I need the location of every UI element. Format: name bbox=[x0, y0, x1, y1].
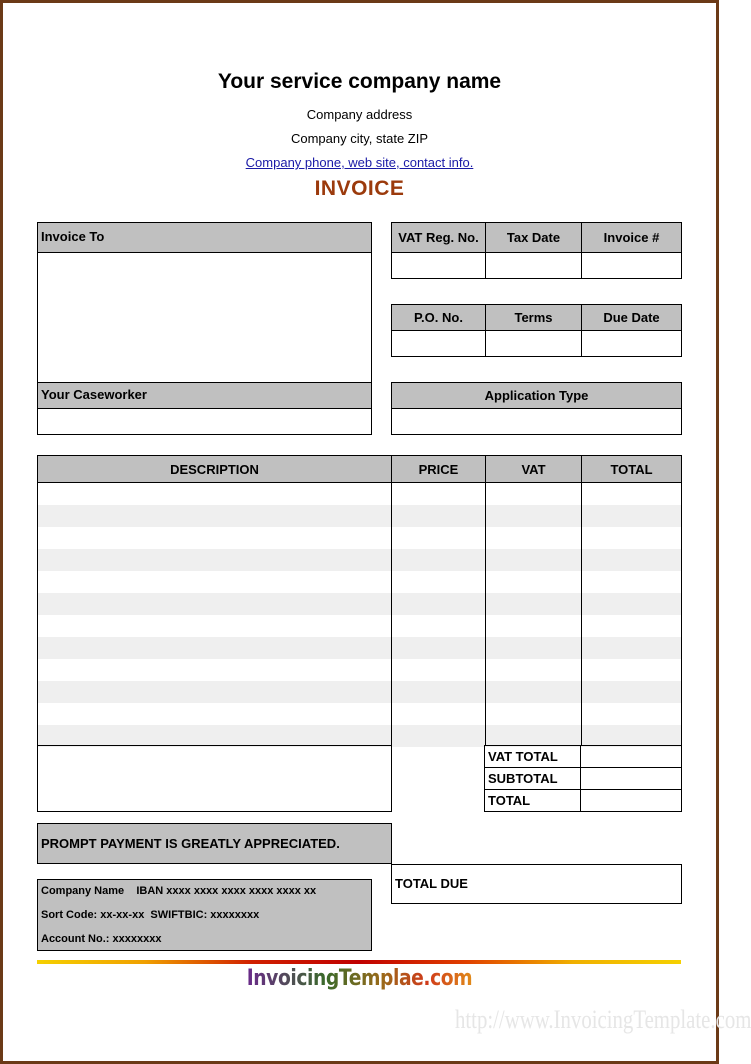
info-table-1 bbox=[391, 222, 682, 279]
application-type-label: Application Type bbox=[392, 383, 681, 409]
price-header: PRICE bbox=[418, 462, 459, 477]
info-table-2 bbox=[391, 304, 682, 357]
invoice-to-field[interactable] bbox=[38, 253, 371, 383]
application-type-field[interactable] bbox=[392, 409, 681, 434]
items-table bbox=[37, 455, 682, 746]
bank-line-sort-code: Sort Code: xx-xx-xx SWIFTBIC: xxxxxxxx bbox=[41, 909, 260, 921]
footer-divider bbox=[37, 960, 681, 964]
total-value[interactable] bbox=[581, 790, 681, 811]
logo-text: InvoicingTemplae.com bbox=[246, 966, 473, 991]
caseworker-field[interactable] bbox=[38, 409, 371, 434]
invoice-number-header: Invoice # bbox=[603, 230, 660, 245]
bank-details bbox=[37, 879, 372, 951]
notes-box[interactable] bbox=[37, 745, 392, 812]
subtotal-value[interactable] bbox=[581, 768, 681, 790]
total-label: TOTAL bbox=[488, 793, 531, 808]
vat-header: VAT bbox=[521, 462, 546, 477]
company-name: Your service company name bbox=[217, 70, 502, 93]
company-city: Company city, state ZIP bbox=[290, 131, 429, 146]
due-date-header: Due Date bbox=[603, 310, 660, 325]
bank-line-iban: Company Name IBAN xxxx xxxx xxxx xxxx xxxx xx bbox=[41, 885, 317, 897]
bank-line-account: Account No.: xxxxxxxx bbox=[41, 933, 162, 945]
po-no-header: P.O. No. bbox=[414, 310, 463, 325]
caseworker-label: Your Caseworker bbox=[38, 383, 371, 409]
invoice-title: INVOICE bbox=[314, 177, 405, 200]
subtotal-label: SUBTOTAL bbox=[485, 768, 581, 790]
vat-total-value[interactable] bbox=[581, 746, 681, 768]
total-due-label: TOTAL DUE bbox=[391, 864, 682, 904]
description-header: DESCRIPTION bbox=[170, 462, 259, 477]
company-contact-link[interactable]: Company phone, web site, contact info. bbox=[245, 155, 474, 170]
terms-header: Terms bbox=[514, 310, 553, 325]
prompt-payment-note: PROMPT PAYMENT IS GREATLY APPRECIATED. bbox=[37, 823, 392, 864]
invoice-to-label: Invoice To bbox=[38, 223, 371, 253]
totals-table bbox=[484, 745, 682, 812]
application-type-box bbox=[391, 382, 682, 435]
tax-date-header: Tax Date bbox=[506, 230, 561, 245]
total-header: TOTAL bbox=[610, 462, 653, 477]
vat-reg-no-header: VAT Reg. No. bbox=[398, 230, 479, 245]
watermark-url: http://www.InvoicingTemplate.com bbox=[455, 1005, 751, 1034]
invoice-to-box bbox=[37, 222, 372, 435]
company-address: Company address bbox=[306, 107, 413, 122]
vat-total-label: VAT TOTAL bbox=[485, 746, 581, 768]
